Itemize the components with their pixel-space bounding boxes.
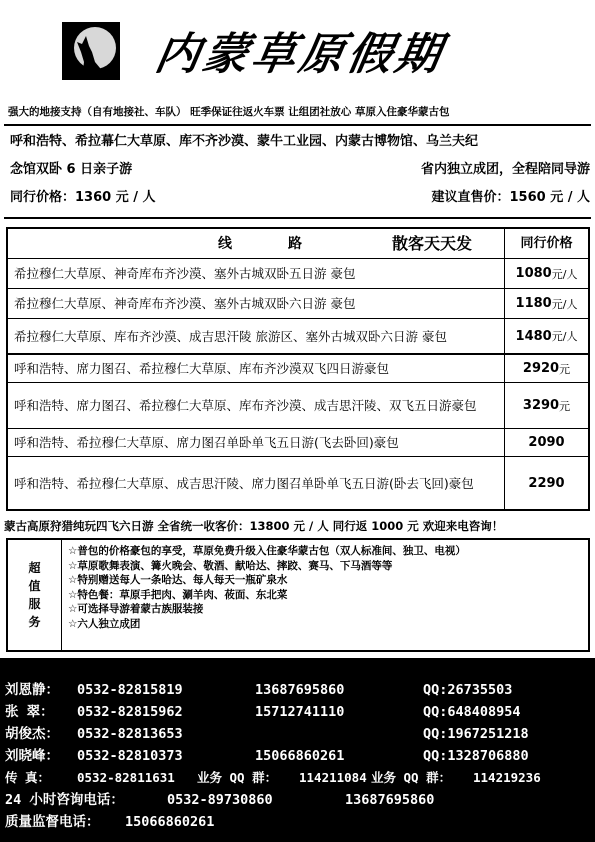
price-value: 1480 (515, 328, 552, 344)
contact-mobile: 15712741110 (255, 704, 345, 720)
price-unit: 元 (559, 362, 571, 376)
contact-phone: 0532-82815819 (77, 682, 183, 698)
table-row (8, 355, 588, 383)
service-item: ☆特色餐：草原手把肉、涮羊肉、莜面、东北菜 (68, 588, 288, 601)
table-row (8, 429, 588, 457)
table-row (8, 457, 588, 509)
hotline-row (5, 790, 595, 810)
wolf-moon-logo (62, 22, 120, 80)
service-item: ☆特别赠送每人一条哈达、每人每天一瓶矿泉水 (68, 574, 288, 586)
daily-departure-header: 散客天天发 (392, 234, 473, 253)
fax-label: 传 真： (5, 770, 51, 785)
quality-label: 质量监督电话： (5, 814, 100, 830)
price-cell (504, 355, 588, 382)
contact-qq: QQ:26735503 (423, 682, 513, 698)
service-item: ☆六人独立成团 (68, 617, 141, 630)
qq-group-number: 114211084 (299, 770, 367, 785)
table-row (8, 319, 588, 355)
contact-row (5, 702, 595, 722)
featured-route-line1 (10, 130, 590, 154)
price-unit: 元 (559, 399, 571, 413)
price-value: 2090 (528, 435, 565, 450)
featured-route-note: 省内独立成团，全程陪同导游 (420, 162, 590, 177)
table-header (8, 229, 588, 259)
quality-phone: 15066860261 (125, 814, 215, 830)
contact-name: 张 翠： (5, 704, 54, 720)
contact-qq: QQ:648408954 (423, 704, 521, 720)
price-value: 2920 (522, 361, 560, 376)
divider (4, 124, 591, 126)
qq-group-number: 114219236 (473, 770, 541, 785)
route-table (6, 227, 590, 511)
table-row (8, 383, 588, 429)
hotline-mobile: 13687695860 (345, 792, 435, 808)
hotline-phone: 0532-89730860 (167, 792, 273, 808)
contact-name: 胡俊杰： (5, 726, 59, 742)
tagline: 强大的地接支持（自有地接社、车队） 旺季保证往返火车票 让组团社放心 草原入住豪华蒙古包 (8, 106, 450, 118)
featured-route-days: 念馆双卧 6 日亲子游 (10, 162, 133, 177)
services-label (8, 540, 62, 650)
price-cell (504, 289, 588, 318)
services-label-char: 务 (28, 615, 41, 629)
services-box (6, 538, 590, 652)
route-header-char-1: 线 (218, 236, 232, 252)
route-cell: 呼和浩特、席力图召、希拉穆仁大草原、库布齐沙漠、成吉思汗陵、双飞五日游豪包 (14, 398, 477, 413)
contact-qq: QQ:1967251218 (423, 726, 529, 742)
services-label-char: 值 (28, 579, 41, 593)
route-header (8, 229, 504, 259)
contact-phone: 0532-82810373 (77, 748, 183, 764)
contact-name: 刘恩静： (5, 682, 59, 698)
retail-price: 建议直售价：1560 元 / 人 (431, 190, 590, 205)
featured-route-line2 (10, 158, 590, 182)
route-cell: 呼和浩特、席力图召、希拉穆仁大草原、库布齐沙漠双飞四日游豪包 (14, 361, 390, 376)
price-value: 1080 (515, 266, 552, 281)
table-row (8, 259, 588, 289)
contact-row (5, 746, 595, 766)
qq-group-label: 业务 QQ 群： (197, 770, 278, 785)
price-cell (504, 457, 588, 509)
price-value: 2290 (528, 475, 565, 491)
price-cell (504, 383, 588, 428)
featured-route-text: 呼和浩特、希拉幕仁大草原、库不齐沙漠、蒙牛工业园、内蒙古博物馆、乌兰夫纪 (10, 134, 479, 149)
price-unit: 元/人 (551, 297, 578, 311)
price-header: 同行价格 (504, 229, 588, 259)
featured-prices (10, 186, 590, 210)
contact-row (5, 680, 595, 700)
contact-mobile: 15066860261 (255, 748, 345, 764)
contact-phone: 0532-82813653 (77, 726, 183, 742)
hotline-label: 24 小时咨询电话： (5, 792, 124, 808)
table-row (8, 289, 588, 319)
fax-row (5, 768, 595, 788)
price-cell (504, 259, 588, 288)
route-cell: 希拉穆仁大草原、神奇库布齐沙漠、塞外古城双卧五日游 豪包 (14, 266, 356, 281)
contact-name: 刘晓峰： (5, 748, 59, 764)
contact-mobile: 13687695860 (255, 682, 345, 698)
header (0, 0, 595, 100)
route-cell: 呼和浩特、希拉穆仁大草原、席力图召单卧单飞五日游(飞去卧回)豪包 (14, 435, 399, 450)
divider (4, 217, 591, 219)
service-item: ☆普包的价格豪包的享受，草原免费升级入住豪华蒙古包（双人标准间、独卫、电视） (68, 545, 466, 557)
service-item: ☆可选择导游着蒙古族服装接 (68, 603, 204, 615)
quality-row (5, 812, 595, 832)
price-cell (504, 429, 588, 456)
services-list (68, 544, 586, 631)
route-cell: 希拉穆仁大草原、神奇库布齐沙漠、塞外古城双卧六日游 豪包 (14, 296, 356, 311)
contact-row (5, 724, 595, 744)
route-cell: 希拉穆仁大草原、库布齐沙漠、成吉思汗陵 旅游区、塞外古城双卧六日游 豪包 (14, 328, 447, 344)
contact-panel (0, 658, 595, 842)
price-unit: 元/人 (551, 267, 578, 281)
services-label-char: 超 (28, 561, 41, 575)
services-label-char: 服 (28, 597, 41, 611)
peer-price: 同行价格：1360 元 / 人 (10, 190, 156, 205)
service-item: ☆草原歌舞表演、篝火晚会、敬酒、献哈达、摔跤、赛马、下马酒等等 (68, 559, 393, 572)
contact-qq: QQ:1328706880 (423, 748, 529, 764)
price-unit: 元/人 (551, 330, 578, 343)
price-value: 3290 (522, 398, 560, 413)
contact-phone: 0532-82815962 (77, 704, 183, 720)
fax-number: 0532-82811631 (77, 770, 175, 785)
page-title: 内蒙草原假期 (151, 29, 449, 80)
price-cell (504, 319, 588, 353)
price-value: 1180 (515, 296, 552, 311)
route-header-char-2: 路 (288, 236, 302, 252)
route-cell: 呼和浩特、希拉穆仁大草原、成吉思汗陵、席力图召单卧单飞五日游(卧去飞回)豪包 (14, 475, 474, 491)
qq-group-label: 业务 QQ 群： (371, 770, 452, 785)
hunting-tour-promo: 蒙古高原狩猎纯玩四飞六日游 全省统一收客价：13800 元 / 人 同行返 1000 元 欢迎来电咨询！ (4, 519, 504, 533)
